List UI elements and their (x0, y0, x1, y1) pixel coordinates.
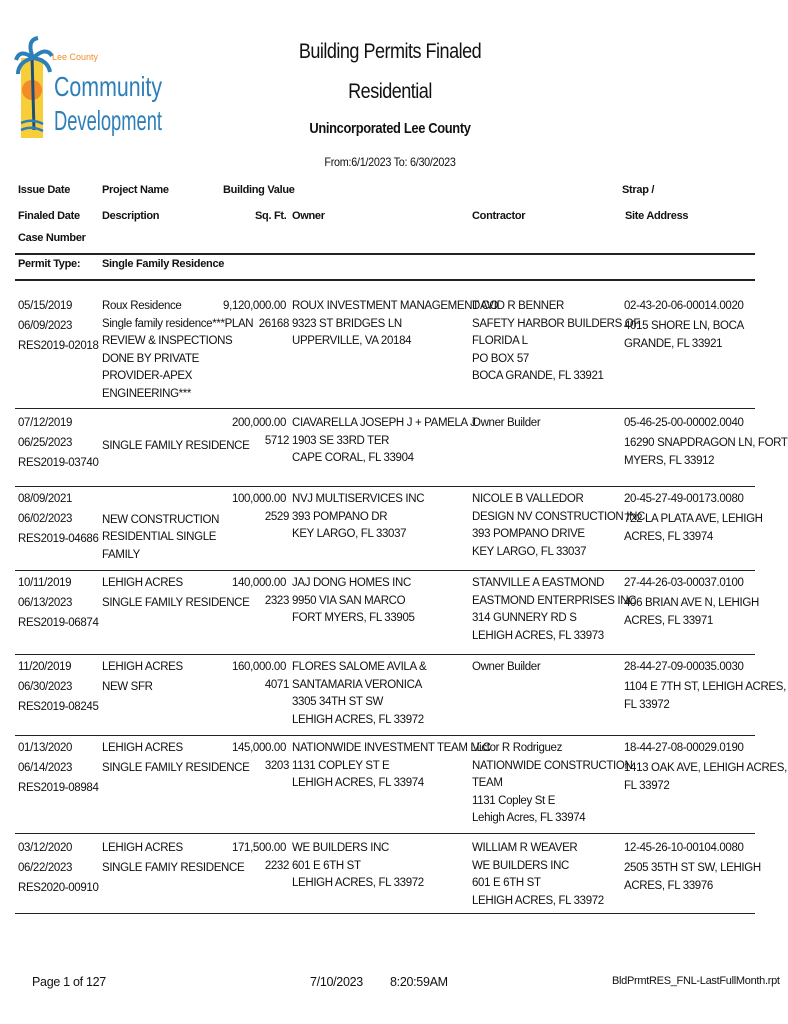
issue-date: 10/11/2019 (18, 577, 72, 589)
owner-line: JAJ DONG HOMES INC (292, 577, 411, 589)
owner-line: SANTAMARIA VERONICA (292, 678, 422, 691)
owner-line: FLORES SALOME AVILA & (292, 661, 427, 673)
issue-date: 01/13/2020 (18, 742, 73, 754)
project-description: SINGLE FAMILY RESIDENCE (102, 439, 250, 452)
print-time: 8:20:59AM (390, 975, 448, 989)
owner-line: 9323 ST BRIDGES LN (292, 317, 402, 330)
strap-number: 02-43-20-06-00014.0020 (624, 300, 744, 312)
case-number: RES2019-08245 (18, 701, 99, 713)
site-address-line: 16290 SNAPDRAGON LN, FORT (624, 437, 788, 449)
issue-date: 07/12/2019 (18, 417, 73, 429)
contractor-line: Owner Builder (472, 661, 541, 673)
square-feet: 2529 (264, 510, 289, 523)
finaled-date: 06/30/2023 (18, 681, 73, 693)
project-description: SINGLE FAMILY RESIDENCE (102, 597, 250, 609)
record-divider (15, 735, 755, 736)
contractor-line: FLORIDA L (472, 335, 528, 347)
report-date-range: From:6/1/2023 To: 6/30/2023 (324, 155, 456, 169)
contractor-line: 1131 Copley St E (472, 794, 556, 807)
record-divider (15, 913, 755, 914)
building-value: 160,000.00 (231, 661, 286, 673)
permit-type-divider (15, 279, 755, 281)
contractor-line: TEAM (472, 777, 503, 789)
building-value: 100,000.00 (231, 493, 286, 505)
owner-line: 1903 SE 33RD TER (292, 434, 390, 447)
owner-line: CIAVARELLA JOSEPH J + PAMELA J (292, 417, 476, 429)
owner-line: CAPE CORAL, FL 33904 (292, 452, 414, 464)
record-divider (15, 833, 755, 834)
square-feet: 5712 (264, 434, 289, 447)
page-number: Page 1 of 127 (32, 975, 106, 989)
report-file-name: BldPrmtRES_FNL-LastFullMonth.rpt (612, 975, 780, 987)
square-feet: 3203 (264, 759, 289, 772)
permit-type-value: Single Family Residence (102, 258, 225, 270)
contractor-line: DAVID R BENNER (472, 300, 565, 312)
record-divider (15, 570, 755, 571)
site-address-line: ACRES, FL 33974 (624, 530, 713, 543)
owner-line: KEY LARGO, FL 33037 (292, 528, 407, 540)
strap-number: 28-44-27-09-00035.0030 (624, 661, 744, 673)
strap-number: 05-46-25-00-00002.0040 (624, 417, 744, 429)
col-contractor: Contractor (472, 210, 526, 222)
contractor-line: SAFETY HARBOR BUILDERS OF (472, 317, 641, 330)
col-finaled-date: Finaled Date (18, 210, 80, 222)
case-number: RES2019-02018 (18, 340, 99, 352)
contractor-line: STANVILLE A EASTMOND (472, 577, 605, 589)
project-description: RESIDENTIAL SINGLE (102, 531, 217, 543)
case-number: RES2020-00910 (18, 882, 99, 894)
col-case-number: Case Number (18, 232, 86, 244)
finaled-date: 06/25/2023 (18, 437, 73, 449)
project-description: ENGINEERING*** (102, 387, 192, 400)
project-description: PROVIDER-APEX (102, 370, 193, 382)
owner-line: 601 E 6TH ST (292, 859, 361, 872)
contractor-line: BOCA GRANDE, FL 33921 (472, 370, 604, 382)
issue-date: 05/15/2019 (18, 300, 73, 312)
project-description: FAMILY (102, 548, 140, 561)
case-number: RES2019-04686 (18, 533, 99, 545)
owner-line: NATIONWIDE INVESTMENT TEAM LLC (292, 742, 491, 754)
case-number: RES2019-06874 (18, 617, 99, 629)
contractor-line: 393 POMPANO DRIVE (472, 528, 585, 540)
building-value: 200,000.00 (231, 417, 286, 429)
record-divider (15, 486, 755, 487)
report-title-line1: Building Permits Finaled (298, 40, 482, 63)
owner-line: LEHIGH ACRES, FL 33972 (292, 877, 424, 889)
contractor-line: WILLIAM R WEAVER (472, 842, 578, 854)
logo-word-community: Community (54, 71, 162, 102)
owner-line: 3305 34TH ST SW (292, 696, 384, 708)
project-description: REVIEW & INSPECTIONS (102, 335, 233, 347)
site-address-line: ACRES, FL 33971 (624, 614, 713, 627)
owner-line: 1131 COPLEY ST E (292, 759, 390, 772)
contractor-line: Victor R Rodriguez (472, 742, 563, 754)
contractor-line: WE BUILDERS INC (472, 859, 569, 872)
project-name: Roux Residence (102, 300, 182, 312)
col-strap: Strap / (622, 184, 655, 196)
project-name: LEHIGH ACRES (102, 742, 183, 754)
project-description: SINGLE FAMIY RESIDENCE (102, 862, 245, 874)
issue-date: 08/09/2021 (18, 493, 73, 505)
contractor-line: KEY LARGO, FL 33037 (472, 545, 587, 558)
project-description: SINGLE FAMILY RESIDENCE (102, 762, 250, 774)
finaled-date: 06/02/2023 (18, 513, 73, 525)
building-value: 171,500.00 (231, 842, 286, 854)
finaled-date: 06/14/2023 (18, 762, 73, 774)
owner-line: UPPERVILLE, VA 20184 (292, 335, 412, 347)
building-value: 145,000.00 (231, 742, 286, 754)
report-title-line2: Residential (348, 80, 432, 103)
strap-number: 20-45-27-49-00173.0080 (624, 493, 744, 505)
contractor-line: LEHIGH ACRES, FL 33973 (472, 629, 604, 642)
col-building-value: Building Value (223, 184, 295, 196)
finaled-date: 06/22/2023 (18, 862, 73, 874)
contractor-line: 601 E 6TH ST (472, 877, 541, 889)
project-name: LEHIGH ACRES (102, 842, 183, 854)
contractor-line: NICOLE B VALLEDOR (472, 493, 584, 505)
project-description: Single family residence***PLAN (102, 317, 254, 330)
site-address-line: 1413 OAK AVE, LEHIGH ACRES, (624, 762, 787, 774)
col-owner: Owner (292, 210, 325, 222)
strap-number: 18-44-27-08-00029.0190 (624, 742, 744, 754)
logo-small-text: Lee County (52, 52, 99, 62)
owner-line: LEHIGH ACRES, FL 33972 (292, 713, 424, 726)
report-subtitle: Unincorporated Lee County (309, 120, 471, 137)
contractor-line: DESIGN NV CONSTRUCTION INC (472, 510, 645, 523)
owner-line: ROUX INVESTMENT MANAGEMENT CO (292, 300, 499, 312)
issue-date: 03/12/2020 (18, 842, 73, 854)
strap-number: 12-45-26-10-00104.0080 (624, 842, 744, 854)
record-divider (15, 654, 755, 655)
site-address-line: 4015 SHORE LN, BOCA (624, 320, 744, 332)
project-name: LEHIGH ACRES (102, 577, 183, 589)
contractor-line: Lehigh Acres, FL 33974 (472, 812, 586, 824)
square-feet: 2232 (264, 859, 289, 872)
site-address-line: FL 33972 (624, 698, 670, 711)
col-site-address: Site Address (625, 210, 689, 222)
contractor-line: EASTMOND ENTERPRISES INC (472, 594, 637, 607)
finaled-date: 06/09/2023 (18, 320, 73, 332)
site-address-line: 2505 35TH ST SW, LEHIGH (624, 862, 761, 874)
permit-type-label: Permit Type: (18, 258, 81, 270)
building-value: 9,120,000.00 (223, 300, 286, 312)
case-number: RES2019-03740 (18, 457, 99, 469)
case-number: RES2019-08984 (18, 782, 99, 794)
header-divider (15, 253, 755, 255)
project-name: LEHIGH ACRES (102, 661, 183, 673)
print-date: 7/10/2023 (310, 975, 363, 989)
col-sq-ft: Sq. Ft. (255, 210, 287, 222)
project-description: NEW CONSTRUCTION (102, 513, 220, 526)
owner-line: 9950 VIA SAN MARCO (292, 594, 406, 607)
project-description: DONE BY PRIVATE (102, 352, 199, 365)
site-address-line: 406 BRIAN AVE N, LEHIGH (624, 597, 759, 609)
col-description: Description (102, 210, 160, 222)
owner-line: LEHIGH ACRES, FL 33974 (292, 777, 424, 789)
contractor-line: NATIONWIDE CONSTRUCTION (472, 759, 633, 772)
strap-number: 27-44-26-03-00037.0100 (624, 577, 744, 589)
contractor-line: 314 GUNNERY RD S (472, 612, 577, 624)
site-address-line: 722 LA PLATA AVE, LEHIGH (624, 513, 763, 525)
contractor-line: PO BOX 57 (472, 352, 529, 365)
col-project-name: Project Name (102, 184, 169, 196)
square-feet: 4071 (264, 678, 289, 691)
issue-date: 11/20/2019 (18, 661, 72, 673)
site-address-line: FL 33972 (624, 779, 670, 792)
building-value: 140,000.00 (231, 577, 286, 589)
contractor-line: Owner Builder (472, 417, 541, 429)
owner-line: 393 POMPANO DR (292, 510, 388, 523)
square-feet: 2323 (264, 594, 289, 607)
site-address-line: 1104 E 7TH ST, LEHIGH ACRES, (624, 681, 786, 693)
square-feet: 26168 (258, 317, 289, 330)
finaled-date: 06/13/2023 (18, 597, 73, 609)
col-issue-date: Issue Date (18, 184, 71, 196)
logo-word-development: Development (54, 105, 163, 136)
site-address-line: GRANDE, FL 33921 (624, 337, 723, 350)
site-address-line: MYERS, FL 33912 (624, 454, 715, 467)
owner-line: WE BUILDERS INC (292, 842, 389, 854)
owner-line: FORT MYERS, FL 33905 (292, 612, 415, 624)
site-address-line: ACRES, FL 33976 (624, 879, 713, 892)
contractor-line: LEHIGH ACRES, FL 33972 (472, 894, 604, 907)
record-divider (15, 408, 755, 409)
project-description: NEW SFR (102, 681, 153, 693)
owner-line: NVJ MULTISERVICES INC (292, 493, 425, 505)
